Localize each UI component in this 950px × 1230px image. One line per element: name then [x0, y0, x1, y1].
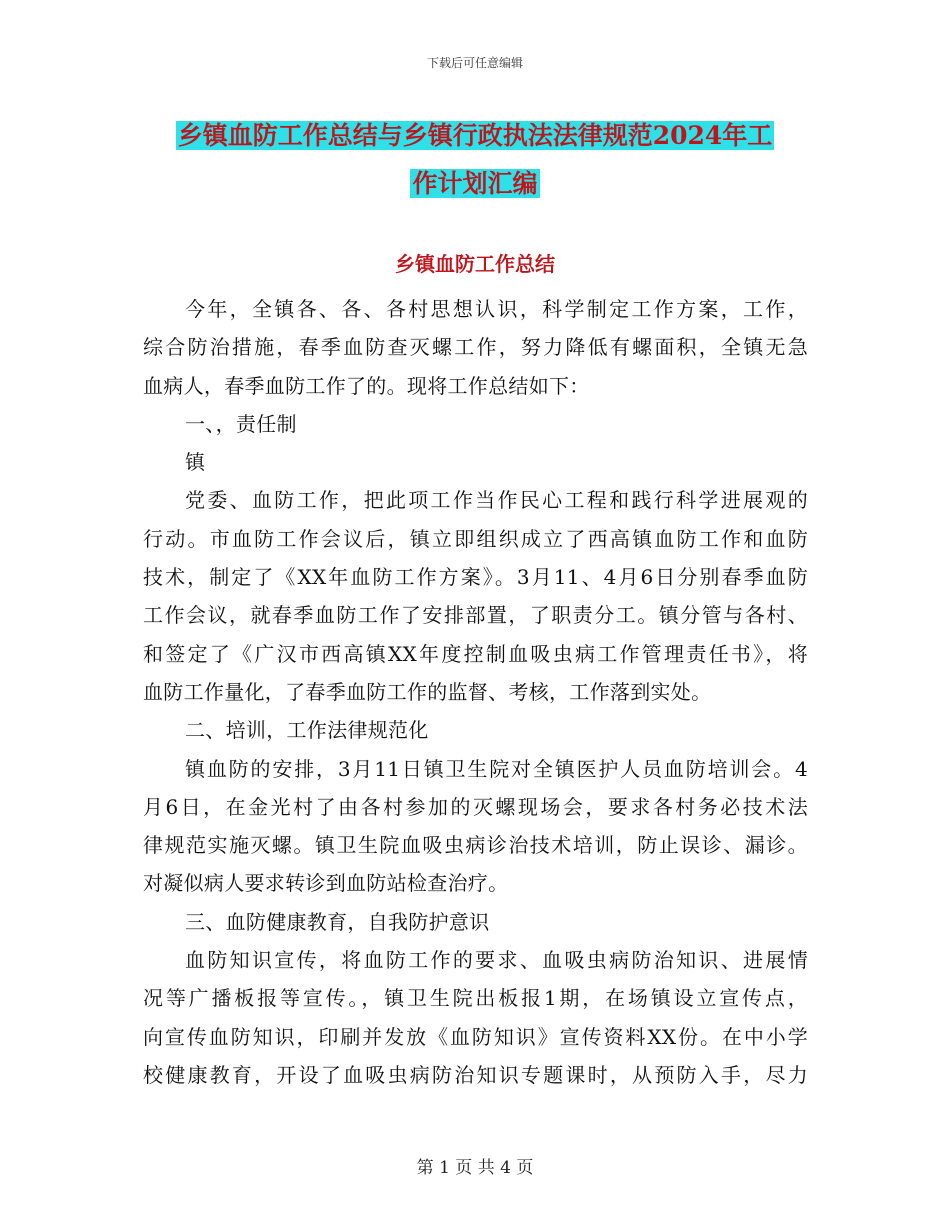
- paragraph-line: 镇血防的安排，3月11日镇卫生院对全镇医护人员血防培训会。4: [185, 756, 808, 781]
- paragraph-line: 综合防治措施，春季血防查灭螺工作，努力降低有螺面积，全镇无急: [143, 335, 808, 360]
- paragraph-line: 镇: [185, 450, 206, 475]
- paragraph-line: 血防工作量化，了春季血防工作的监督、考核，工作落到实处。: [143, 679, 712, 704]
- body-text: [143, 290, 808, 1094]
- paragraph-line: 对凝似病人要求转诊到血防站检查治疗。: [143, 871, 509, 896]
- paragraph-line: 向宣传血防知识，印刷并发放《血防知识》宣传资料XX份。在中小学: [143, 1024, 808, 1049]
- header-note: 下载后可任意编辑: [426, 56, 523, 70]
- paragraph-line: 血防知识宣传，将血防工作的要求、血吸虫病防治知识、进展情: [185, 948, 808, 973]
- paragraph-line: 行动。市血防工作会议后，镇立即组织成立了西高镇血防工作和血防: [143, 526, 808, 551]
- paragraph-line: 况等广播板报等宣传。，镇卫生院出板报1期，在场镇设立宣传点，: [143, 986, 808, 1011]
- paragraph-line: 月6日，在金光村了由各村参加的灭螺现场会，要求各村务必技术法: [143, 794, 808, 819]
- paragraph-line: 工作会议，就春季血防工作了安排部置，了职责分工。镇分管与各村、: [143, 603, 808, 628]
- paragraph-line: 党委、血防工作，把此项工作当作民心工程和践行科学进展观的: [185, 488, 808, 513]
- document-title: [140, 112, 810, 208]
- paragraph-line: 今年，全镇各、各、各村思想认识，科学制定工作方案，工作，: [185, 297, 808, 321]
- paragraph-line: 校健康教育，开设了血吸虫病防治知识专题课时，从预防入手，尽力: [143, 1062, 808, 1087]
- heading-line: 三、血防健康教育，自我防护意识: [185, 909, 490, 934]
- title-line-2: 作计划汇编: [412, 169, 538, 198]
- section-title: 乡镇血防工作总结: [395, 252, 555, 276]
- page-footer: 第 1 页 共 4 页: [416, 1158, 534, 1178]
- heading-line: 二、培训，工作法律规范化: [185, 718, 429, 743]
- heading-line: 一、，责任制: [185, 411, 297, 436]
- paragraph-line: 血病人，春季血防工作了的。现将工作总结如下：: [143, 373, 590, 398]
- title-line-1: 乡镇血防工作总结与乡镇行政执法法律规范2024年工: [177, 121, 773, 150]
- paragraph-line: 技术，制定了《XX年血防工作方案》。3月11、4月6日分别春季血防: [143, 565, 808, 590]
- paragraph-line: 和签定了《广汉市西高镇XX年度控制血吸虫病工作管理责任书》，将: [143, 641, 808, 666]
- paragraph-line: 律规范实施灭螺。镇卫生院血吸虫病诊治技术培训，防止误诊、漏诊。: [143, 833, 808, 858]
